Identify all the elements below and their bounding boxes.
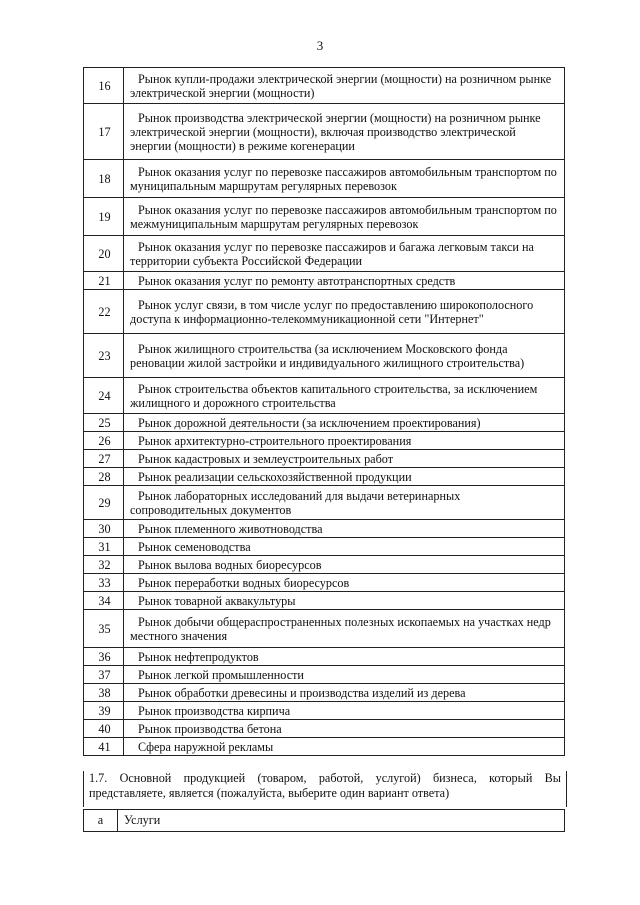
table-row xyxy=(84,160,565,198)
row-number: 38 xyxy=(84,684,124,702)
table-row xyxy=(84,272,565,290)
row-number: 20 xyxy=(84,236,124,272)
row-number: 41 xyxy=(84,738,124,756)
market-name: Рынок нефтепродуктов xyxy=(124,648,565,666)
answer-option[interactable] xyxy=(84,810,565,832)
market-name: Рынок вылова водных биоресурсов xyxy=(124,556,565,574)
market-name: Рынок товарной аквакультуры xyxy=(124,592,565,610)
row-number: 32 xyxy=(84,556,124,574)
markets-table-body xyxy=(84,68,565,756)
table-row xyxy=(84,236,565,272)
market-name: Рынок оказания услуг по перевозке пассажиров автомобильным транспортом по межмуниципальным маршрутам регулярных перевозок xyxy=(124,198,565,236)
answer-letter: а xyxy=(84,810,118,832)
table-row xyxy=(84,414,565,432)
table-row xyxy=(84,486,565,520)
row-number: 30 xyxy=(84,520,124,538)
row-number: 28 xyxy=(84,468,124,486)
table-row xyxy=(84,610,565,648)
table-row xyxy=(84,334,565,378)
market-name: Рынок оказания услуг по перевозке пассажиров автомобильным транспортом по муниципальным маршрутам регулярных перевозок xyxy=(124,160,565,198)
market-name: Рынок обработки древесины и производства изделий из дерева xyxy=(124,684,565,702)
market-name: Рынок лабораторных исследований для выдачи ветеринарных сопроводительных документов xyxy=(124,486,565,520)
row-number: 17 xyxy=(84,104,124,160)
market-name: Рынок кадастровых и землеустроительных работ xyxy=(124,450,565,468)
question-text: 1.7. Основной продукцией (товаром, работой, услугой) бизнеса, который Вы представляете, является (пожалуйста, выберите один вариант ответа) xyxy=(89,771,561,800)
row-number: 33 xyxy=(84,574,124,592)
row-number: 21 xyxy=(84,272,124,290)
table-row xyxy=(84,198,565,236)
market-name: Рынок оказания услуг по перевозке пассажиров и багажа легковым такси на территории субъекта Российской Федерации xyxy=(124,236,565,272)
market-name: Рынок строительства объектов капитального строительства, за исключением жилищного и дорожного строительства xyxy=(124,378,565,414)
answers-table xyxy=(83,809,565,832)
row-number: 31 xyxy=(84,538,124,556)
row-number: 40 xyxy=(84,720,124,738)
table-row xyxy=(84,556,565,574)
market-name: Рынок услуг связи, в том числе услуг по предоставлению широкополосного доступа к информационно-телекоммуникационной сети "Интернет" xyxy=(124,290,565,334)
table-row xyxy=(84,378,565,414)
market-name: Рынок купли-продажи электрической энергии (мощности) на розничном рынке электрической энергии (мощности) xyxy=(124,68,565,104)
market-name: Рынок легкой промышленности xyxy=(124,666,565,684)
row-number: 37 xyxy=(84,666,124,684)
market-name: Рынок производства электрической энергии (мощности) на розничном рынке электрической энергии (мощности), включая производство электрической энергии (мощности) в режиме когенерации xyxy=(124,104,565,160)
table-row xyxy=(84,684,565,702)
table-row xyxy=(84,104,565,160)
table-row xyxy=(84,468,565,486)
table-row xyxy=(84,574,565,592)
row-number: 26 xyxy=(84,432,124,450)
market-name: Сфера наружной рекламы xyxy=(124,738,565,756)
market-name: Рынок семеноводства xyxy=(124,538,565,556)
row-number: 19 xyxy=(84,198,124,236)
table-row xyxy=(84,592,565,610)
row-number: 22 xyxy=(84,290,124,334)
row-number: 36 xyxy=(84,648,124,666)
market-name: Рынок жилищного строительства (за исключением Московского фонда реновации жилой застройки и индивидуального жилищного строительства) xyxy=(124,334,565,378)
page-number: 3 xyxy=(316,38,324,53)
row-number: 29 xyxy=(84,486,124,520)
table-row xyxy=(84,68,565,104)
answers-table-body xyxy=(84,810,565,832)
answer-text: Услуги xyxy=(118,810,565,832)
market-name: Рынок дорожной деятельности (за исключением проектирования) xyxy=(124,414,565,432)
table-row xyxy=(84,702,565,720)
market-name: Рынок добычи общераспространенных полезных ископаемых на участках недр местного значения xyxy=(124,610,565,648)
table-row xyxy=(84,666,565,684)
table-row xyxy=(84,432,565,450)
market-name: Рынок производства кирпича xyxy=(124,702,565,720)
table-row xyxy=(84,290,565,334)
row-number: 18 xyxy=(84,160,124,198)
table-row xyxy=(84,450,565,468)
table-row xyxy=(84,538,565,556)
market-name: Рынок реализации сельскохозяйственной продукции xyxy=(124,468,565,486)
row-number: 23 xyxy=(84,334,124,378)
row-number: 27 xyxy=(84,450,124,468)
table-row xyxy=(84,720,565,738)
row-number: 39 xyxy=(84,702,124,720)
row-number: 24 xyxy=(84,378,124,414)
table-row xyxy=(84,520,565,538)
row-number: 16 xyxy=(84,68,124,104)
row-number: 25 xyxy=(84,414,124,432)
market-name: Рынок оказания услуг по ремонту автотранспортных средств xyxy=(124,272,565,290)
market-name: Рынок архитектурно-строительного проектирования xyxy=(124,432,565,450)
market-name: Рынок племенного животноводства xyxy=(124,520,565,538)
row-number: 34 xyxy=(84,592,124,610)
market-name: Рынок производства бетона xyxy=(124,720,565,738)
question-1-7 xyxy=(83,771,567,807)
table-row xyxy=(84,738,565,756)
row-number: 35 xyxy=(84,610,124,648)
markets-table xyxy=(83,67,565,756)
table-row xyxy=(84,648,565,666)
market-name: Рынок переработки водных биоресурсов xyxy=(124,574,565,592)
